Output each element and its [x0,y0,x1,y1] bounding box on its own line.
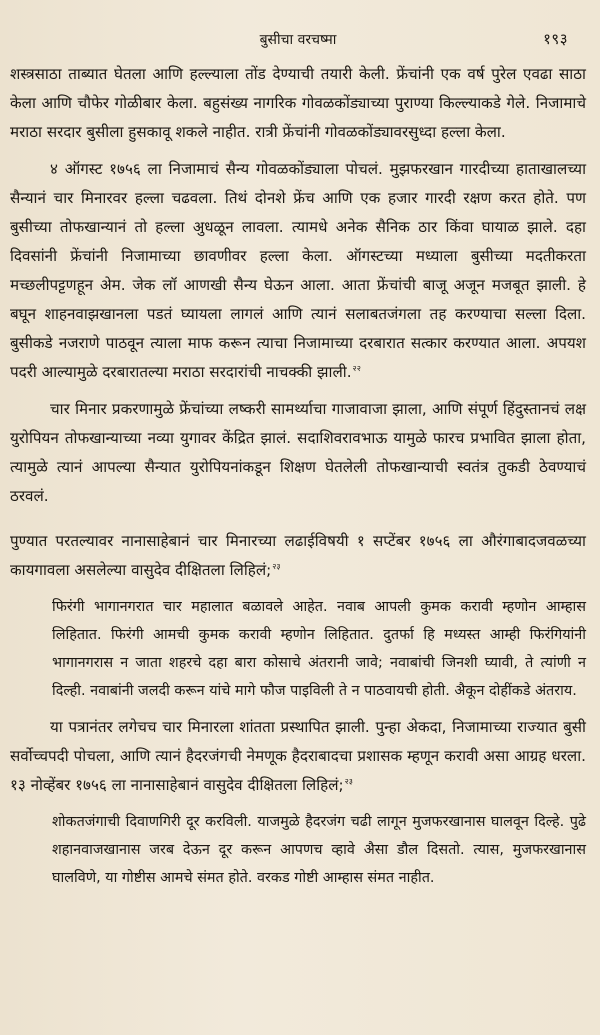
paragraph-5: या पत्रानंतर लगेचच चार मिनारला शांतता प्रस्थापित झाली. पुन्हा अेकदा, निजामाच्या राज्यात बुसी सर्वोच्चपदी पोचला, आणि त्यानं हैदरजंगची नेमणूक हैदराबादचा प्रशासक म्हणून करावी असा आग्रह धरला. १३ नोव्हेंबर १७५६ ला नानासाहेबानं वासुदेव दीक्षितला लिहिलं;$^{२३}$ [10,718,586,794]
running-header [10,0,586,60]
letter-quote-1: फिरंगी भागानगरात चार महालात बळावले आहेत. नवाब आपली कुमक करावी म्हणोन आम्हास लिहितात. फिरंगी आमची कुमक करावी म्हणोन लिहितात. दुतर्फा हि मध्यस्त आम्ही फिरंगियांनी भागानगरास न जाता शहरचे दहा बारा कोसाचे अंतरानी जावे; नवाबांची जिनशी घ्यावी, ते त्यांणी न दिल्ही. नवाबांनी जलदी करून यांचे मागे फौज पाइविली ते न पाठवायची होती. अैकून दोहींकडे अंतराय. [52,599,586,699]
letter-quote-2: शोकतजंगाची दिवाणगिरी दूर करविली. याजमुळे हैदरजंग चढी लागून मुजफरखानास घालवून दिल्हे. पुढे शहानवाजखानास जरब देऊन दूर करून आपणच व्हावे अैसा डौल दिसतो. त्यास, मुजफरखानास घालविणे, या गोष्टीस आमचे संमत होते. वरकड गोष्टी आम्हास संमत नाहीत. [52,814,586,886]
paragraph-1: शस्त्रसाठा ताब्यात घेतला आणि हल्ल्याला तोंड देण्याची तयारी केली. फ्रेंचांनी एक वर्ष पुरेल एवढा साठा केला आणि चौफेर गोळीबार केला. बहुसंख्य नागरिक गोवळकोंड्याच्या पुराण्या किल्ल्याकडे गेले. निजामाचे मराठा सरदार बुसीला हुसकावू शकले नाहीत. रात्री फ्रेंचांनी गोवळकोंड्यावरसुध्दा हल्ला केला. [10,65,586,141]
paragraph-3: चार मिनार प्रकरणामुळे फ्रेंचांच्या लष्करी सामर्थ्याचा गाजावाजा झाला, आणि संपूर्ण हिंदुस्तानचं लक्ष युरोपियन तोफखान्याच्या नव्या युगावर केंद्रित झालं. सदाशिवरावभाऊ यामुळे फारच प्रभावित झाला होता, त्यामुळे त्यानं आपल्या सैन्यात युरोपियनांकडून शिक्षण घेतलेली तोफखान्याची स्वतंत्र तुकडी ठेवण्याचं ठरवलं. [10,400,586,505]
chapter-title: बुसीचा वरचष्मा [259,32,337,48]
footnote-marker: २३ [344,776,353,786]
footnote-marker: २२ [352,363,361,373]
footnote-marker: २३ [272,561,281,571]
paragraph-2: ४ ऑगस्ट १७५६ ला निजामाचं सैन्य गोवळकोंड्याला पोचलं. मुझफरखान गारदीच्या हाताखालच्या सैन्यानं चार मिनारवर हल्ला चढवला. तिथं दोनशे फ्रेंच आणि एक हजार गारदी रक्षण करत होते. पण बुसीच्या तोफखान्यानं तो हल्ला अुधळून लावला. त्यामधे अनेक सैनिक ठार किंवा घायाळ झाले. दहा दिवसांनी फ्रेंचांनी निजामाच्या छावणीवर हल्ला केला. ऑगस्टच्या मध्याला बुसीच्या मदतीकरता मच्छलीपट्टणहून अेम. जेक लॉ आणखी सैन्य घेऊन आला. आता फ्रेंचांची बाजू अजून मजबूत झाली. हे बघून शाहनवाझखानला पडतं घ्यायला लागलं आणि त्यानं सलाबतजंगला तह करण्याचा सल्ला दिला. बुसीकडे नजराणे पाठवून त्याला माफ करून त्याचा निजामाच्या दरबारात सत्कार करण्यात आला. अपयश पदरी आल्यामुळे दरबारातल्या मराठा सरदारांची नाचक्की झाली.$^{२२}$ [10,160,586,381]
paragraph-4: पुण्यात परतल्यावर नानासाहेबानं चार मिनारच्या लढाईविषयी १ सप्टेंबर १७५६ ला औरंगाबादजवळच्या कायगावला असलेल्या वासुदेव दीक्षितला लिहिलं;$^{२३}$ [10,532,586,579]
page-number: १९३ [543,30,568,48]
